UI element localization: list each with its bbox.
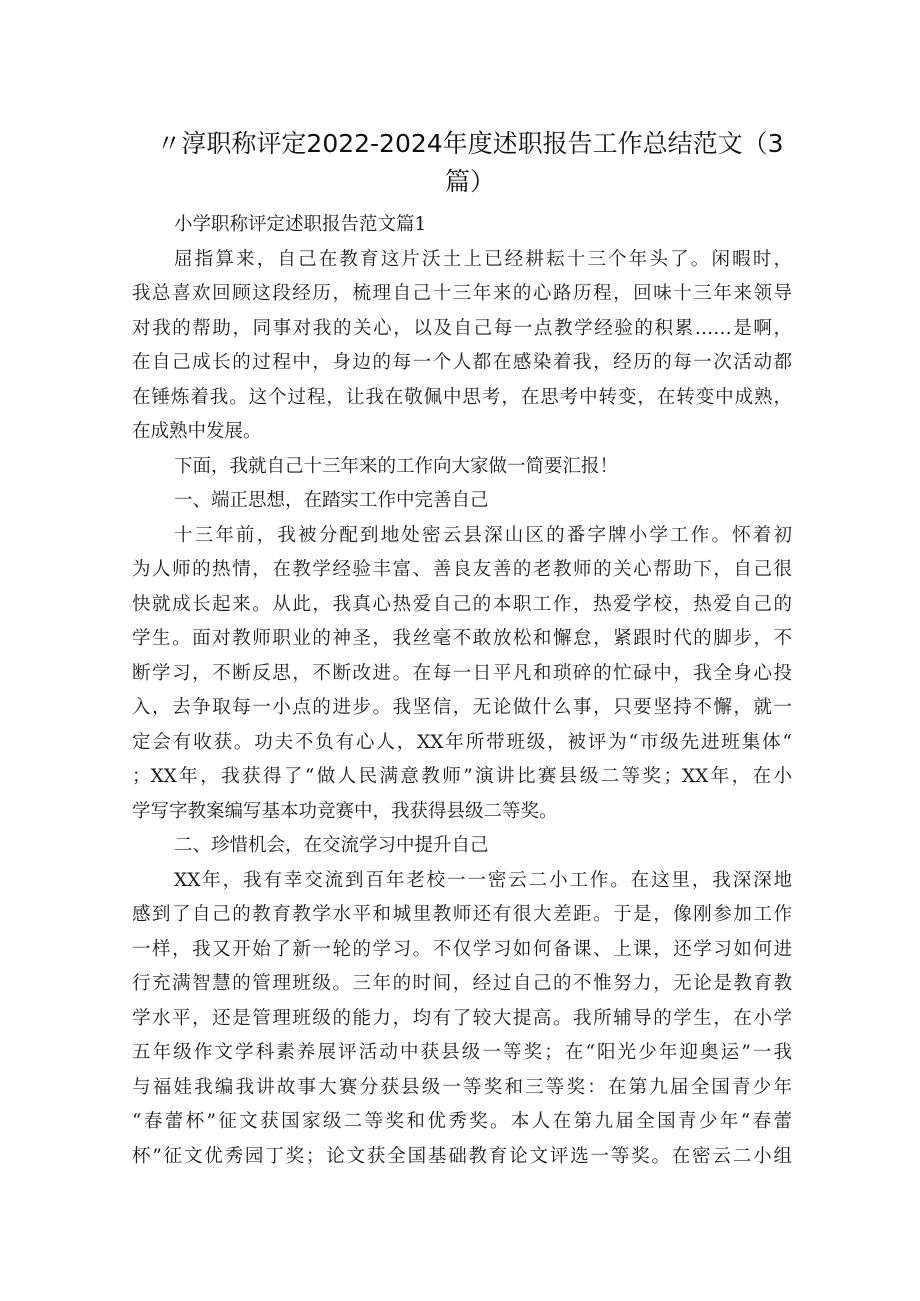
paragraph-line: 五年级作文学科素养展评活动中获县级一等奖；在“阳光少年迎奥运”一我	[132, 1042, 792, 1063]
paragraph-line: ；XX年，我获得了“做人民满意教师”演讲比赛县级二等奖；XX年，在小	[132, 766, 792, 787]
subheading-1	[132, 484, 792, 519]
document-body	[132, 208, 792, 1174]
paragraph-line: 行充满智慧的管理班级。三年的时间，经过自己的不惟努力，无论是教育教	[132, 973, 792, 994]
paragraph-line: 学写字教案编写基本功竞赛中，我获得县级二等奖。	[132, 800, 558, 822]
paragraph-line: 二、珍惜机会，在交流学习中提升自己	[174, 835, 489, 856]
paragraph-line: 学生。面对教师职业的神圣，我丝毫不敢放松和懈怠，紧跟时代的脚步，不	[132, 628, 792, 649]
paragraph-line: 入，去争取每一小点的进步。我坚信，无论做什么事，只要坚持不懈，就一	[132, 697, 792, 718]
paragraph-line: 杯”征文优秀园丁奖；论文获全国基础教育论文评选一等奖。在密云二小组	[132, 1145, 792, 1167]
paragraph-line: 在自己成长的过程中，身边的每一个人都在感染着我，经历的每一次活动都	[132, 352, 792, 373]
paragraph-line: 与福娃我编我讲故事大赛分获县级一等奖和三等奖：在第九届全国青少年	[132, 1076, 792, 1098]
paragraph-line: 对我的帮助，同事对我的关心，以及自己每一点教学经验的积累……是啊，	[132, 317, 792, 339]
paragraph-line: 感到了自己的教育教学水平和城里教师还有很大差距。于是，像刚参加工作	[132, 904, 792, 925]
paragraph-line: 定会有收获。功夫不负有心人，XX年所带班级，被评为“市级先进班集体“	[132, 731, 792, 753]
paragraph-line: 为人师的热情，在教学经验丰富、善良友善的老教师的关心帮助下，自己很	[132, 559, 792, 580]
title-line-2: 篇）	[444, 166, 495, 196]
paragraph-2	[132, 450, 792, 485]
paragraph-line: 在锤炼着我。这个过程，让我在敬佩中思考，在思考中转变，在转变中成熟，	[132, 386, 792, 408]
subheading-2	[132, 829, 792, 864]
paragraph-4	[132, 864, 792, 1175]
title-line-1: 〃淳职称评定2022-2024年度述职报告工作总结范文（3	[156, 128, 784, 158]
paragraph-line: 下面，我就自己十三年来的工作向大家做一简要汇报！	[174, 455, 619, 477]
paragraph-line: 快就成长起来。从此，我真心热爱自己的本职工作，热爱学校，热爱自己的	[132, 593, 792, 615]
paragraph-line: “春蕾杯”征文获国家级二等奖和优秀奖。本人在第九届全国青少年“春蕾	[132, 1111, 792, 1132]
paragraph-line: 屈指算来，自己在教育这片沃土上已经耕耘十三个年头了。闲暇时，	[174, 248, 792, 270]
paragraph-line: XX年，我有幸交流到百年老校一一密云二小工作。在这里，我深深地	[174, 869, 792, 891]
paragraph-line: 我总喜欢回顾这段经历，梳理自己十三年来的心路历程，回味十三年来领导	[132, 283, 792, 304]
paragraph-line: 学水平，还是管理班级的能力，均有了较大提高。我所辅导的学生，在小学	[132, 1007, 792, 1029]
paragraph-line: 断学习，不断反思，不断改进。在每一日平凡和琐碎的忙碌中，我全身心投	[132, 662, 792, 684]
paragraph-line: 一样，我又开始了新一轮的学习。不仅学习如何备课、上课，还学习如何进	[132, 938, 792, 960]
paragraph-line: 在成熟中发展。	[132, 421, 262, 442]
paragraph-line: 十三年前，我被分配到地处密云县深山区的番字牌小学工作。怀着初	[174, 524, 792, 546]
paragraph-1	[132, 243, 792, 450]
paragraph-3	[132, 519, 792, 830]
document-title	[140, 125, 800, 201]
paragraph-line: 一、端正思想，在踏实工作中完善自己	[174, 490, 489, 511]
section-heading: 小学职称评定述职报告范文篇1	[174, 214, 427, 235]
